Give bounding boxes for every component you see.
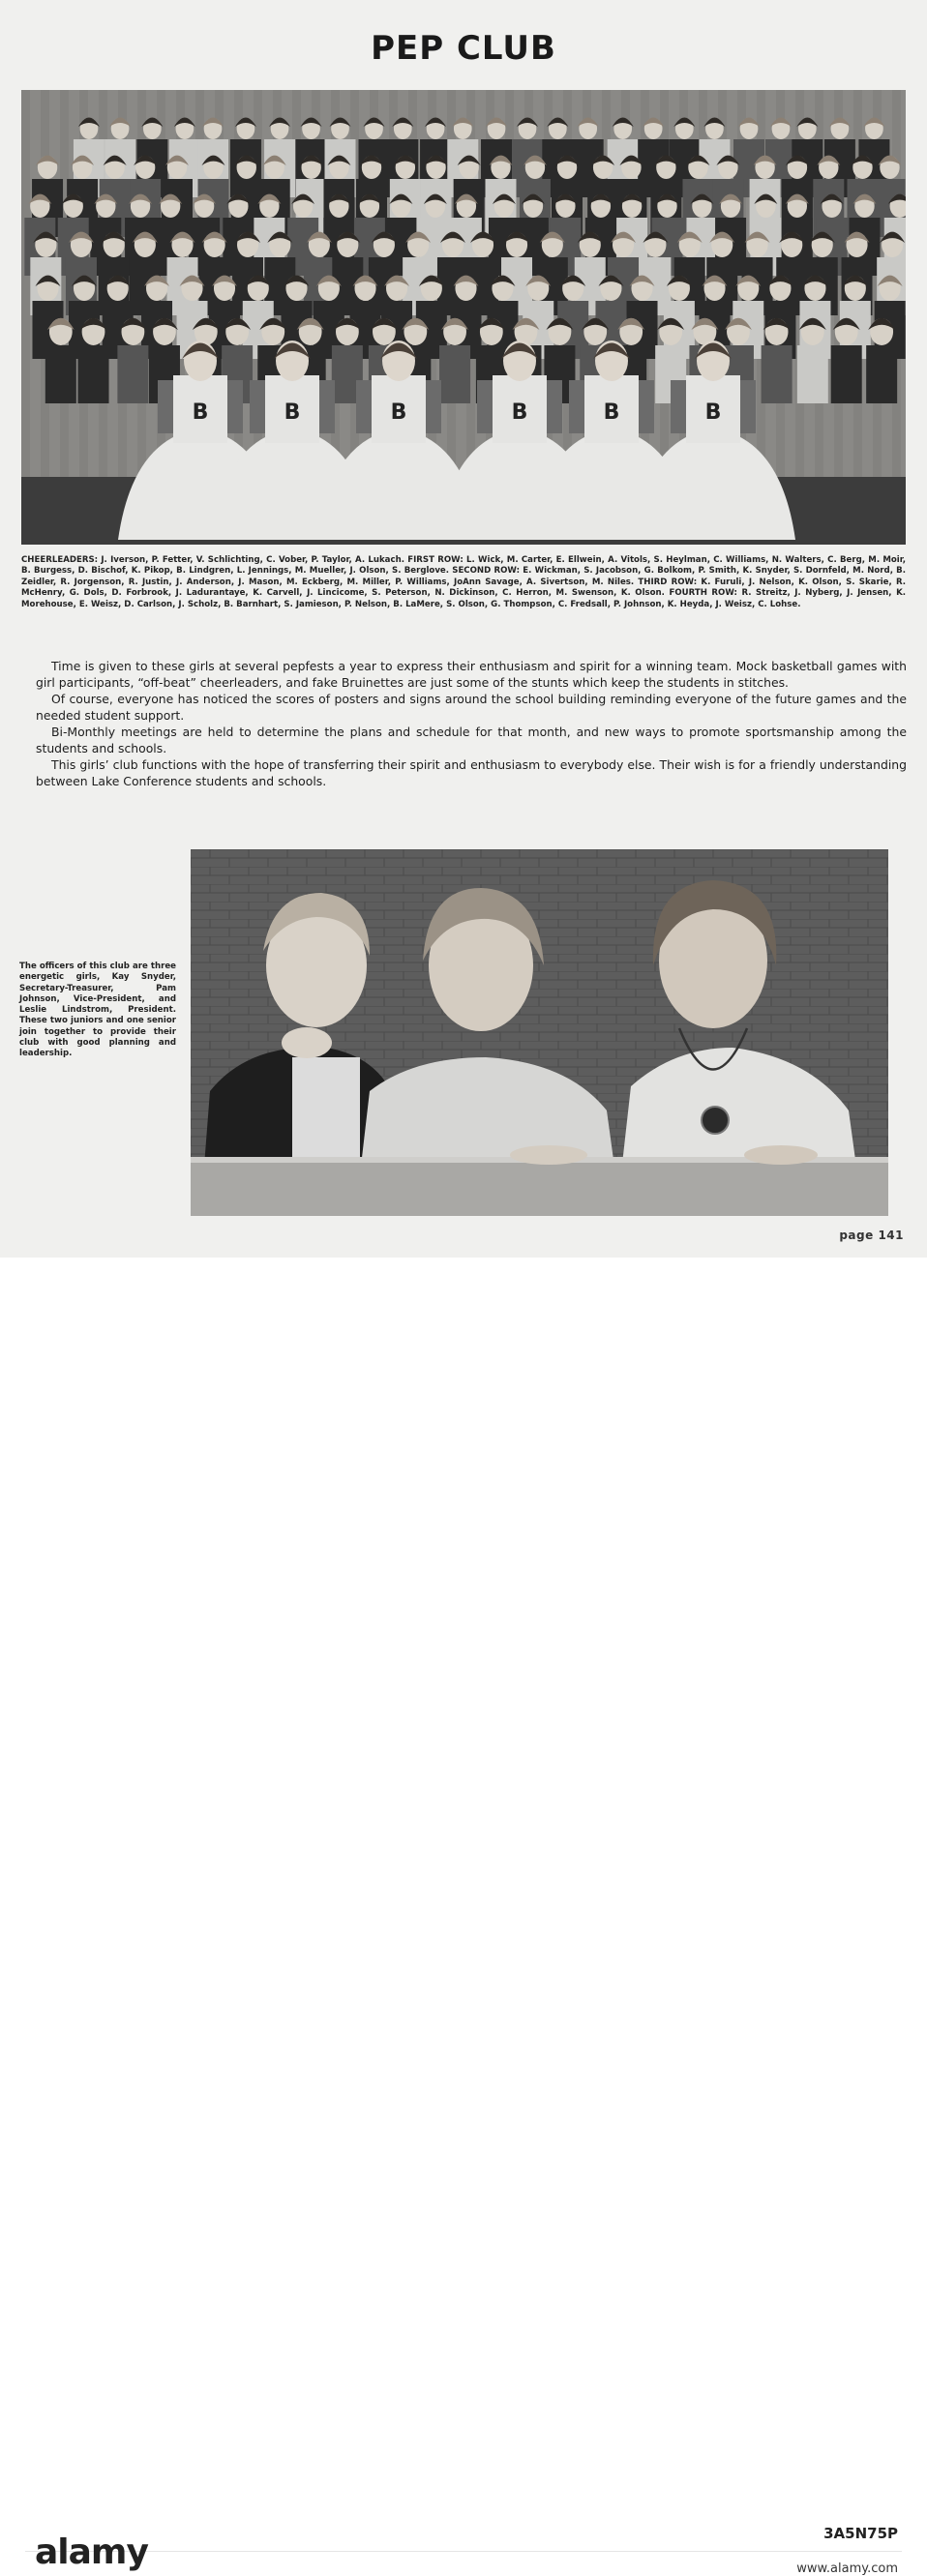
officers-photo-image bbox=[191, 849, 888, 1216]
yearbook-page bbox=[0, 0, 927, 1258]
brand-logo: alamy bbox=[35, 2532, 148, 2572]
article-body bbox=[36, 658, 907, 789]
group-photo-image bbox=[21, 90, 906, 545]
cheer-letter: B bbox=[704, 400, 722, 425]
cheer-letter: B bbox=[192, 400, 209, 425]
stock-footer bbox=[0, 1258, 927, 2576]
paragraph: This girls’ club functions with the hope of transferring their spirit and enthusiasm to everybody else. Their wish is for a friendly understanding between Lake Conference students and schools. bbox=[36, 757, 907, 788]
officers-caption: The officers of this club are three energetic girls, Kay Snyder, Secretary-Treasurer, Pam Johnson, Vice-President, and Leslie Lindstrom, President. These two juniors and one senior join together to provide their club with good planning and leadership. bbox=[19, 962, 176, 1059]
cheer-letter: B bbox=[390, 400, 407, 425]
footer-divider bbox=[25, 2551, 902, 2552]
paragraph: Time is given to these girls at several pepfests a year to express their enthusiasm and spirit for a winning team. Mock basketball games with girl participants, “off-beat” cheerleaders, and fake Bruinettes are just some of the stunts which keep the students in stitches. bbox=[36, 659, 907, 690]
image-id: 3A5N75P bbox=[823, 2525, 898, 2542]
cheer-letter: B bbox=[603, 400, 620, 425]
group-photo-caption: CHEERLEADERS: J. Iverson, P. Fetter, V. Schlichting, C. Vober, P. Taylor, A. Lukach. FIRST ROW: L. Wick, M. Carter, E. Ellwein, A. Vitols, S. Heylman, C. Williams, N. Walters, C. Berg, M. Moir, B. Burgess, D. Bischof, K. Pikop, B. Lindgren, L. Jennings, M. Mueller, J. Olson, S. Berglove. SECOND ROW: E. Wickman, S. Jacobson, G. Bolkom, P. Smith, K. Snyder, S. Dornfeld, M. Nord, B. Zeidler, R. Jorgenson, R. Justin, J. Anderson, J. Mason, M. Eckberg, M. Miller, P. Williams, JoAnn Savage, A. Sivertson, M. Niles. THIRD ROW: K. Furuli, J. Nelson, K. Olson, S. Skarie, R. McHenry, G. Dols, D. Forbrook, J. Ladurantaye, K. Carvell, J. Lincicome, S. Peterson, N. Dickinson, C. Herron, M. Swenson, K. Olson. FOURTH ROW: R. Streitz, J. Nyberg, J. Jensen, K. Morehouse, E. Weisz, D. Carlson, J. Scholz, B. Barnhart, S. Jamieson, P. Nelson, B. LaMere, S. Olson, G. Thompson, C. Fredsall, P. Johnson, K. Heyda, J. Weisz, C. Lohse. bbox=[21, 555, 906, 609]
page-title: PEP CLUB bbox=[371, 29, 556, 68]
group-photo bbox=[21, 90, 906, 545]
paragraph: Bi-Monthly meetings are held to determine the plans and schedule for that month, and new ways to promote sportsmanship among the students and schools. bbox=[36, 725, 907, 755]
cheer-letter: B bbox=[511, 400, 528, 425]
paragraph: Of course, everyone has noticed the scores of posters and signs around the school building reminding everyone of the future games and the needed student support. bbox=[36, 692, 907, 723]
stock-url: www.alamy.com bbox=[796, 2561, 898, 2576]
page-number: page 141 bbox=[839, 1229, 904, 1242]
officers-photo bbox=[191, 849, 888, 1216]
cheer-letter: B bbox=[284, 400, 301, 425]
